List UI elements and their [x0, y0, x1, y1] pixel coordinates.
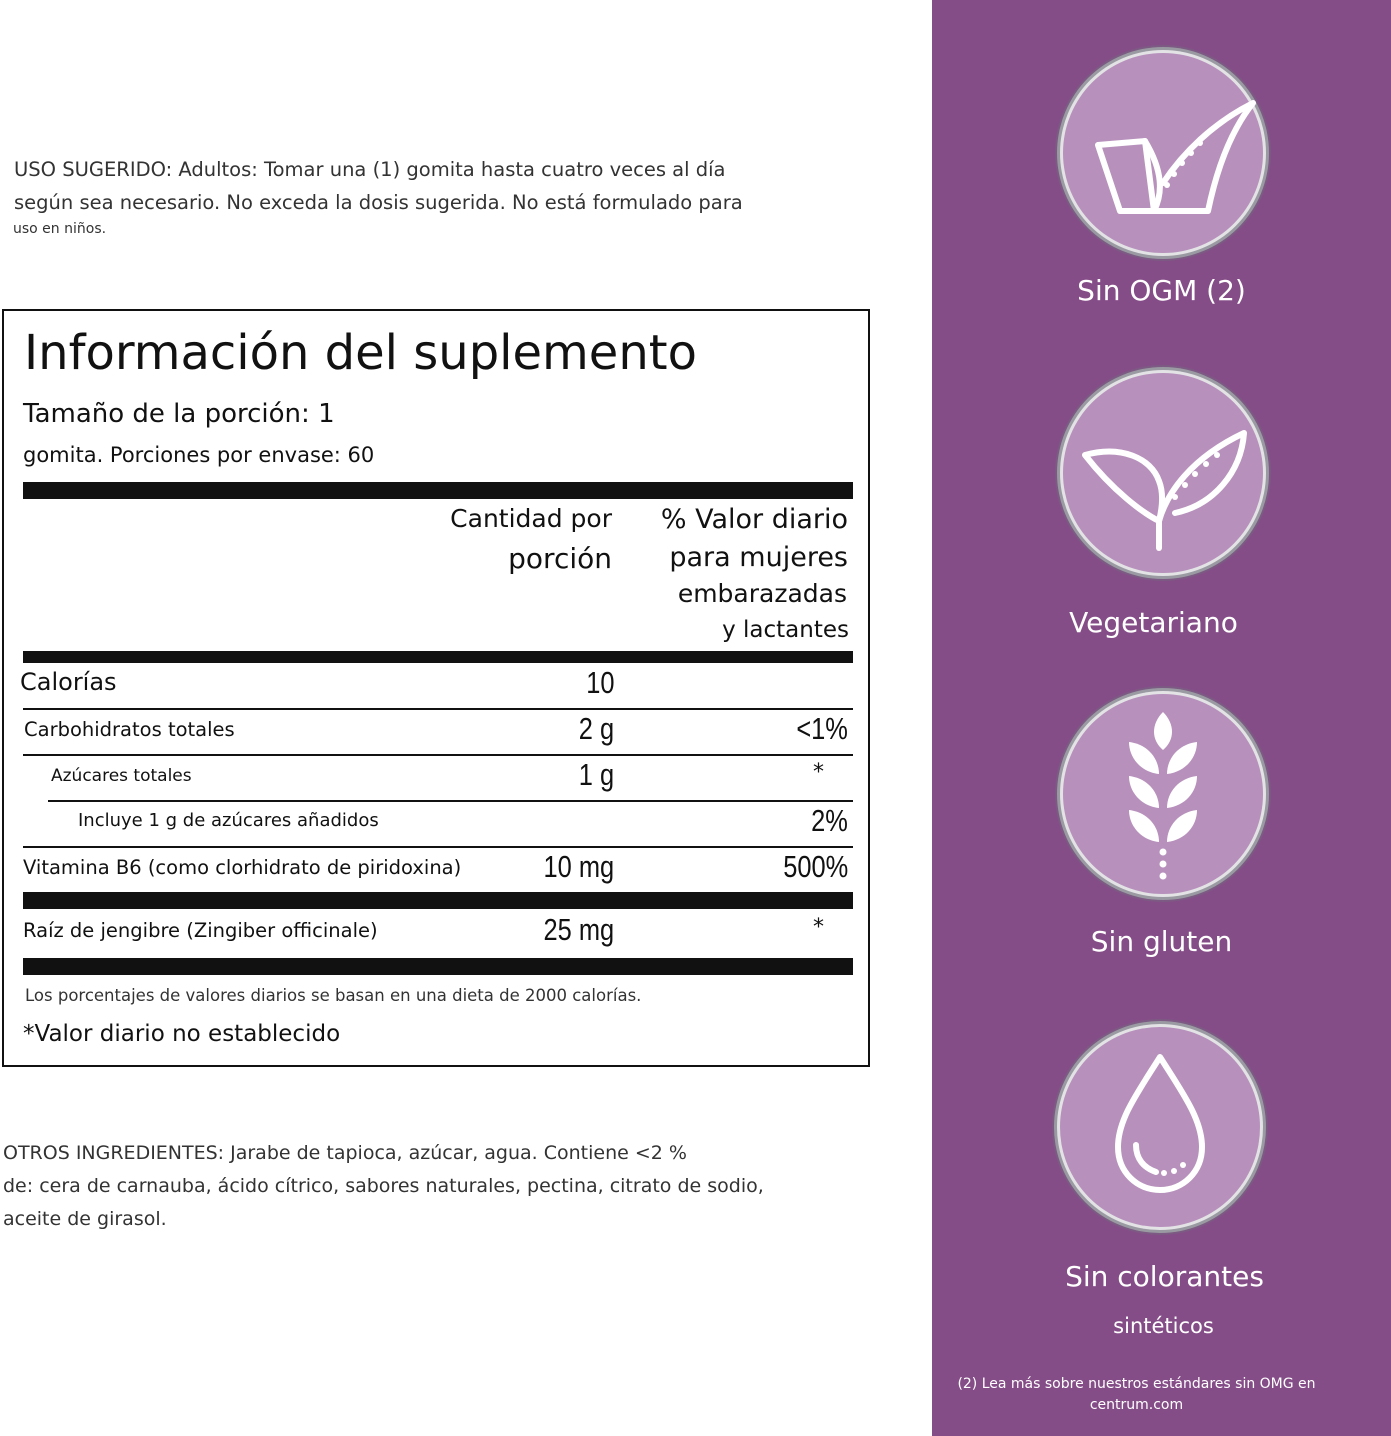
thick-rule: [23, 892, 853, 909]
row-dv-added-sugars: 2%: [811, 803, 848, 838]
thick-rule: [23, 958, 853, 975]
drop-icon: [1060, 1027, 1260, 1227]
servings-per-container: gomita. Porciones por envase: 60: [23, 443, 375, 467]
dv-header-line-2: para mujeres: [669, 542, 848, 573]
row-dv-total-sugars: *: [813, 760, 824, 785]
suggested-use-line-3: uso en niños.: [13, 221, 107, 237]
not-established-footnote: *Valor diario no establecido: [23, 1021, 341, 1047]
dv-header-line-3: embarazadas: [677, 579, 847, 608]
badge-no-artificial-colors: [1060, 1027, 1260, 1227]
badge-label-non-gmo: Sin OGM (2): [1077, 274, 1246, 307]
row-dv-vitamin-b6: 500%: [782, 849, 848, 884]
row-divider: [23, 846, 853, 848]
badge-gluten-free: [1063, 694, 1263, 894]
other-ingredients: [3, 1137, 764, 1236]
badge-label-vegetarian: Vegetariano: [1069, 606, 1238, 639]
panel-title: Información del suplemento: [24, 325, 697, 381]
suggested-use: [14, 153, 754, 239]
row-amount-calories: 10: [585, 665, 614, 700]
row-divider: [48, 800, 853, 802]
leaves-icon: [1063, 373, 1263, 573]
row-amount-total-sugars: 1 g: [578, 757, 614, 792]
thick-rule: [23, 482, 853, 499]
row-label-total-sugars: Azúcares totales: [51, 766, 192, 786]
dv-header-line-1: % Valor diario: [660, 504, 848, 535]
footnote-line-2: centrum.com: [1089, 1397, 1184, 1413]
row-label-added-sugars: Incluye 1 g de azúcares añadidos: [78, 810, 379, 831]
supplement-facts-panel: [2, 309, 870, 1067]
row-divider: [23, 754, 853, 756]
badge-vegetarian: [1063, 373, 1263, 573]
other-ingredients-line-3: aceite de girasol.: [3, 1208, 167, 1230]
footnote-line-1: (2) Lea más sobre nuestros estándares sin OMG en: [957, 1376, 1316, 1392]
row-label-calories: Calorías: [20, 668, 117, 696]
badge-non-gmo: [1063, 53, 1263, 253]
serving-size: Tamaño de la porción: 1: [23, 399, 335, 429]
wheat-icon: [1063, 694, 1263, 894]
row-amount-carbohydrates: 2 g: [578, 711, 614, 746]
row-dv-ginger-root: *: [813, 915, 824, 940]
suggested-use-line-2: según sea necesario. No exceda la dosis sugerida. No está formulado para: [14, 191, 743, 214]
badge-label-no-artificial-colors: Sin colorantes: [1065, 1260, 1264, 1293]
other-ingredients-line-1: OTROS INGREDIENTES: Jarabe de tapioca, azúcar, agua. Contiene <2 %: [3, 1142, 687, 1164]
row-label-vitamin-b6: Vitamina B6 (como clorhidrato de piridoxina): [23, 856, 462, 879]
claims-sidebar: [932, 0, 1391, 1436]
badge-sublabel-no-artificial-colors: sintéticos: [1113, 1314, 1214, 1338]
suggested-use-line-1: USO SUGERIDO: Adultos: Tomar una (1) gomita hasta cuatro veces al día: [14, 158, 726, 181]
badge-label-gluten-free: Sin gluten: [1090, 925, 1233, 958]
row-label-carbohydrates: Carbohidratos totales: [24, 718, 235, 741]
thick-rule: [23, 651, 853, 663]
other-ingredients-line-2: de: cera de carnauba, ácido cítrico, sabores naturales, pectina, citrato de sodio,: [3, 1175, 764, 1197]
row-divider: [23, 708, 853, 710]
row-label-ginger-root: Raíz de jengibre (Zingiber officinale): [23, 919, 378, 942]
row-dv-carbohydrates: <1%: [796, 711, 848, 746]
row-amount-ginger-root: 25 mg: [543, 912, 614, 947]
dv-header-line-4: y lactantes: [722, 617, 849, 643]
row-amount-vitamin-b6: 10 mg: [543, 849, 614, 884]
amount-header-line-2: porción: [508, 542, 612, 575]
check-leaf-icon: [1063, 53, 1263, 253]
daily-value-footnote: Los porcentajes de valores diarios se basan en una dieta de 2000 calorías.: [25, 986, 642, 1005]
amount-header-line-1: Cantidad por: [450, 504, 612, 533]
